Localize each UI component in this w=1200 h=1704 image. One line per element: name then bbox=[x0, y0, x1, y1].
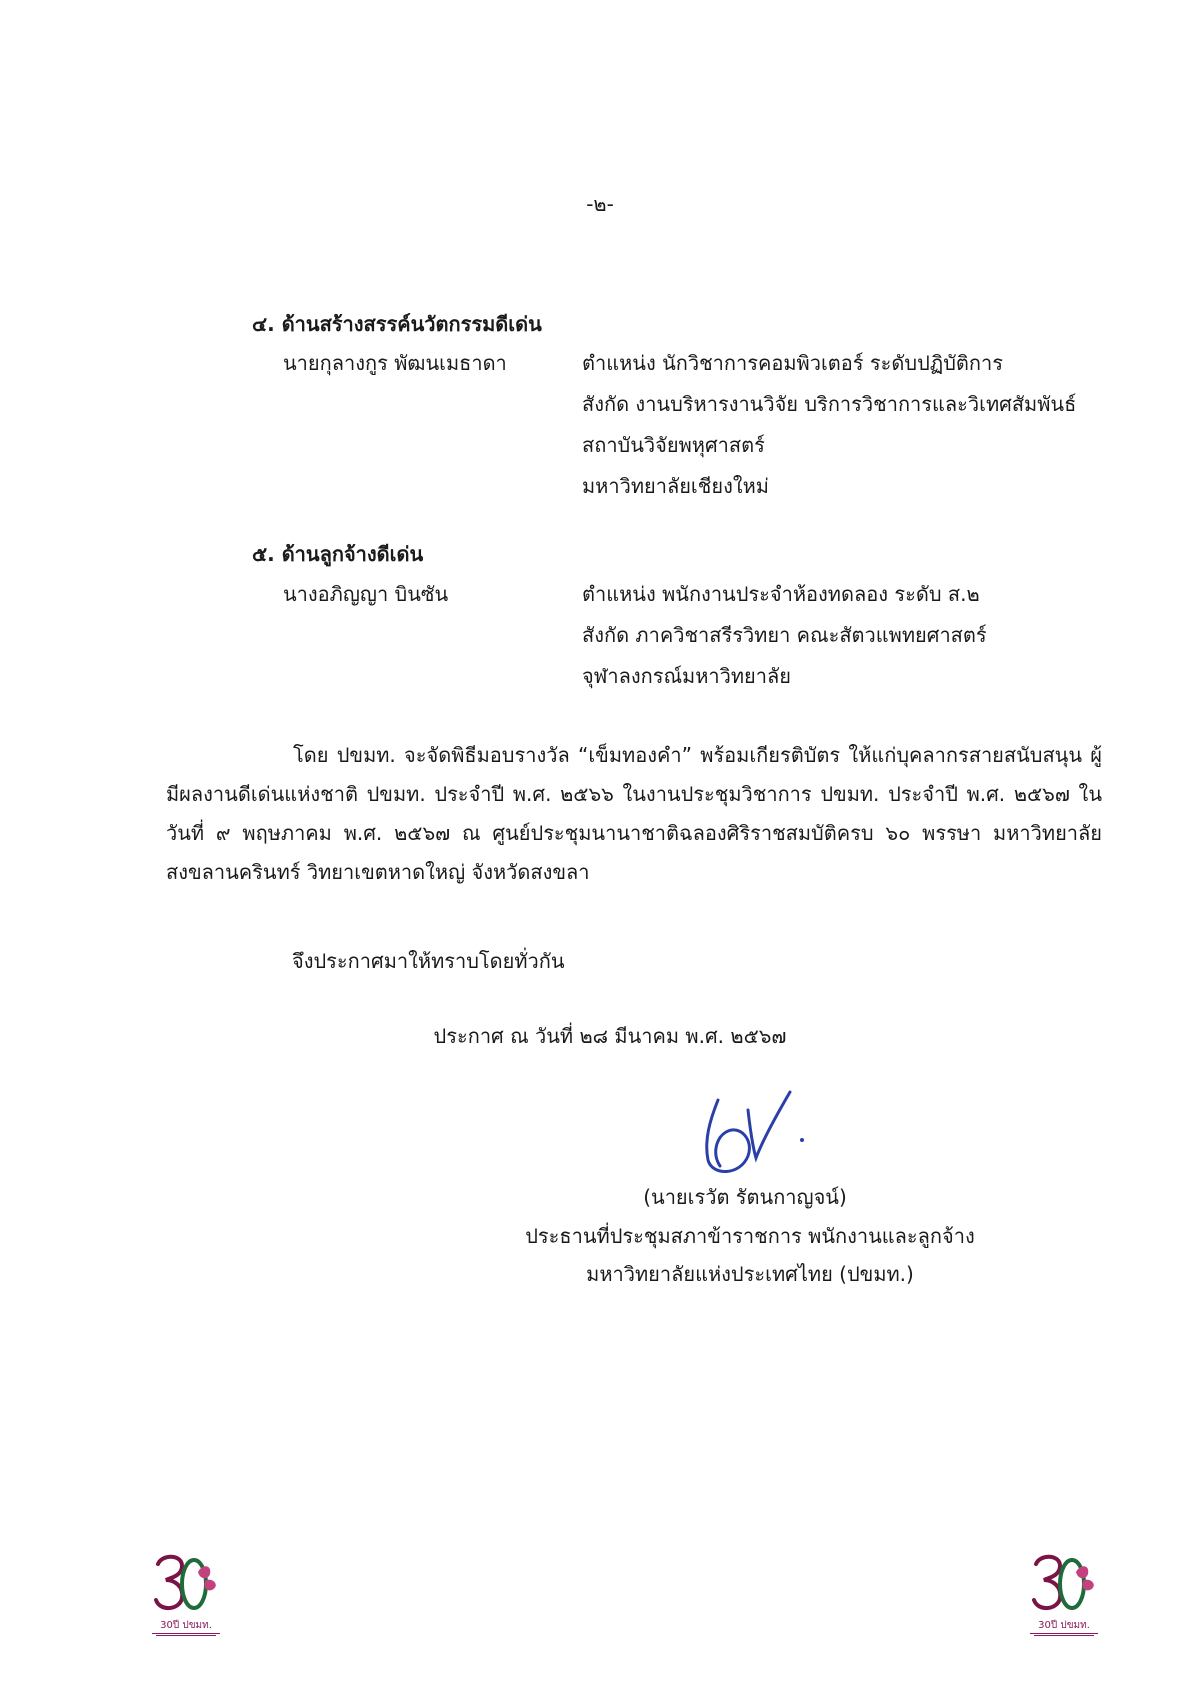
section-heading-employee: ๕. ด้านลูกจ้างดีเด่น bbox=[252, 542, 424, 566]
awardee-affiliation-employee: สังกัด ภาควิชาสรีรวิทยา คณะสัตวแพทยศาสตร์ bbox=[582, 623, 987, 647]
closing-statement: จึงประกาศมาให้ทราบโดยทั่วกัน bbox=[292, 949, 565, 973]
logo-caption: 30ปี ปขมท. bbox=[160, 1620, 212, 1631]
footer-logo-left bbox=[148, 1550, 224, 1636]
signatory-position-line1: ประธานที่ประชุมสภาข้าราชการ พนักงานและลูกจ้าง bbox=[525, 1224, 975, 1248]
logo-subtext-decoration bbox=[1026, 1632, 1102, 1636]
body-paragraph-text: โดย ปขมท. จะจัดพิธีมอบรางวัล “เข็มทองคำ” พร้อมเกียรติบัตร ให้แก่บุคลากรสายสนับสนุน ผู้มีผลงานดีเด่นแห่งชาติ ปขมท. ประจำปี พ.ศ. ๒๕๖๖ ในงานประชุมวิชาการ ปขมท. ประจำปี พ.ศ. ๒๕๖๗ ในวันที่ ๙ พฤษภาคม พ.ศ. ๒๕๖๗ ณ ศูนย์ประชุมนานาชาติฉลองศิริราชสมบัติครบ ๖๐ พรรษา มหาวิทยาลัยสงขลานครินทร์ วิทยาเขตหาดใหญ่ จังหวัดสงขลา bbox=[166, 743, 1102, 884]
signature-image bbox=[690, 1080, 820, 1180]
footer-logo-right bbox=[1026, 1550, 1102, 1636]
page-number: -๒- bbox=[586, 192, 614, 216]
awardee-name-innovation: นายกุลางกูร พัฒนเมธาดา bbox=[283, 351, 507, 375]
awardee-affiliation-innovation: สังกัด งานบริหารงานวิจัย บริการวิชาการและวิเทศสัมพันธ์ bbox=[582, 392, 1077, 416]
anniversary-logo-icon bbox=[1026, 1550, 1102, 1620]
signatory-position-line2: มหาวิทยาลัยแห่งประเทศไทย (ปขมท.) bbox=[586, 1262, 914, 1286]
logo-caption: 30ปี ปขมท. bbox=[1038, 1620, 1090, 1631]
awardee-institute-innovation: สถาบันวิจัยพหุศาสตร์ bbox=[582, 433, 765, 457]
awardee-university-employee: จุฬาลงกรณ์มหาวิทยาลัย bbox=[582, 664, 791, 688]
body-paragraph bbox=[166, 736, 1102, 892]
section-heading-innovation: ๔. ด้านสร้างสรรค์นวัตกรรมดีเด่น bbox=[252, 312, 542, 336]
signatory-name: (นายเรวัต รัตนกาญจน์) bbox=[643, 1185, 847, 1209]
awardee-position-employee: ตำแหน่ง พนักงานประจำห้องทดลอง ระดับ ส.๒ bbox=[582, 582, 980, 606]
awardee-name-employee: นางอภิญญา บินซัน bbox=[283, 582, 449, 606]
awardee-university-innovation: มหาวิทยาลัยเชียงใหม่ bbox=[582, 474, 769, 498]
announcement-date: ประกาศ ณ วันที่ ๒๘ มีนาคม พ.ศ. ๒๕๖๗ bbox=[433, 1024, 787, 1048]
anniversary-logo-icon bbox=[148, 1550, 224, 1620]
awardee-position-innovation: ตำแหน่ง นักวิชาการคอมพิวเตอร์ ระดับปฏิบัติการ bbox=[582, 351, 1003, 375]
logo-subtext-decoration bbox=[148, 1632, 224, 1636]
